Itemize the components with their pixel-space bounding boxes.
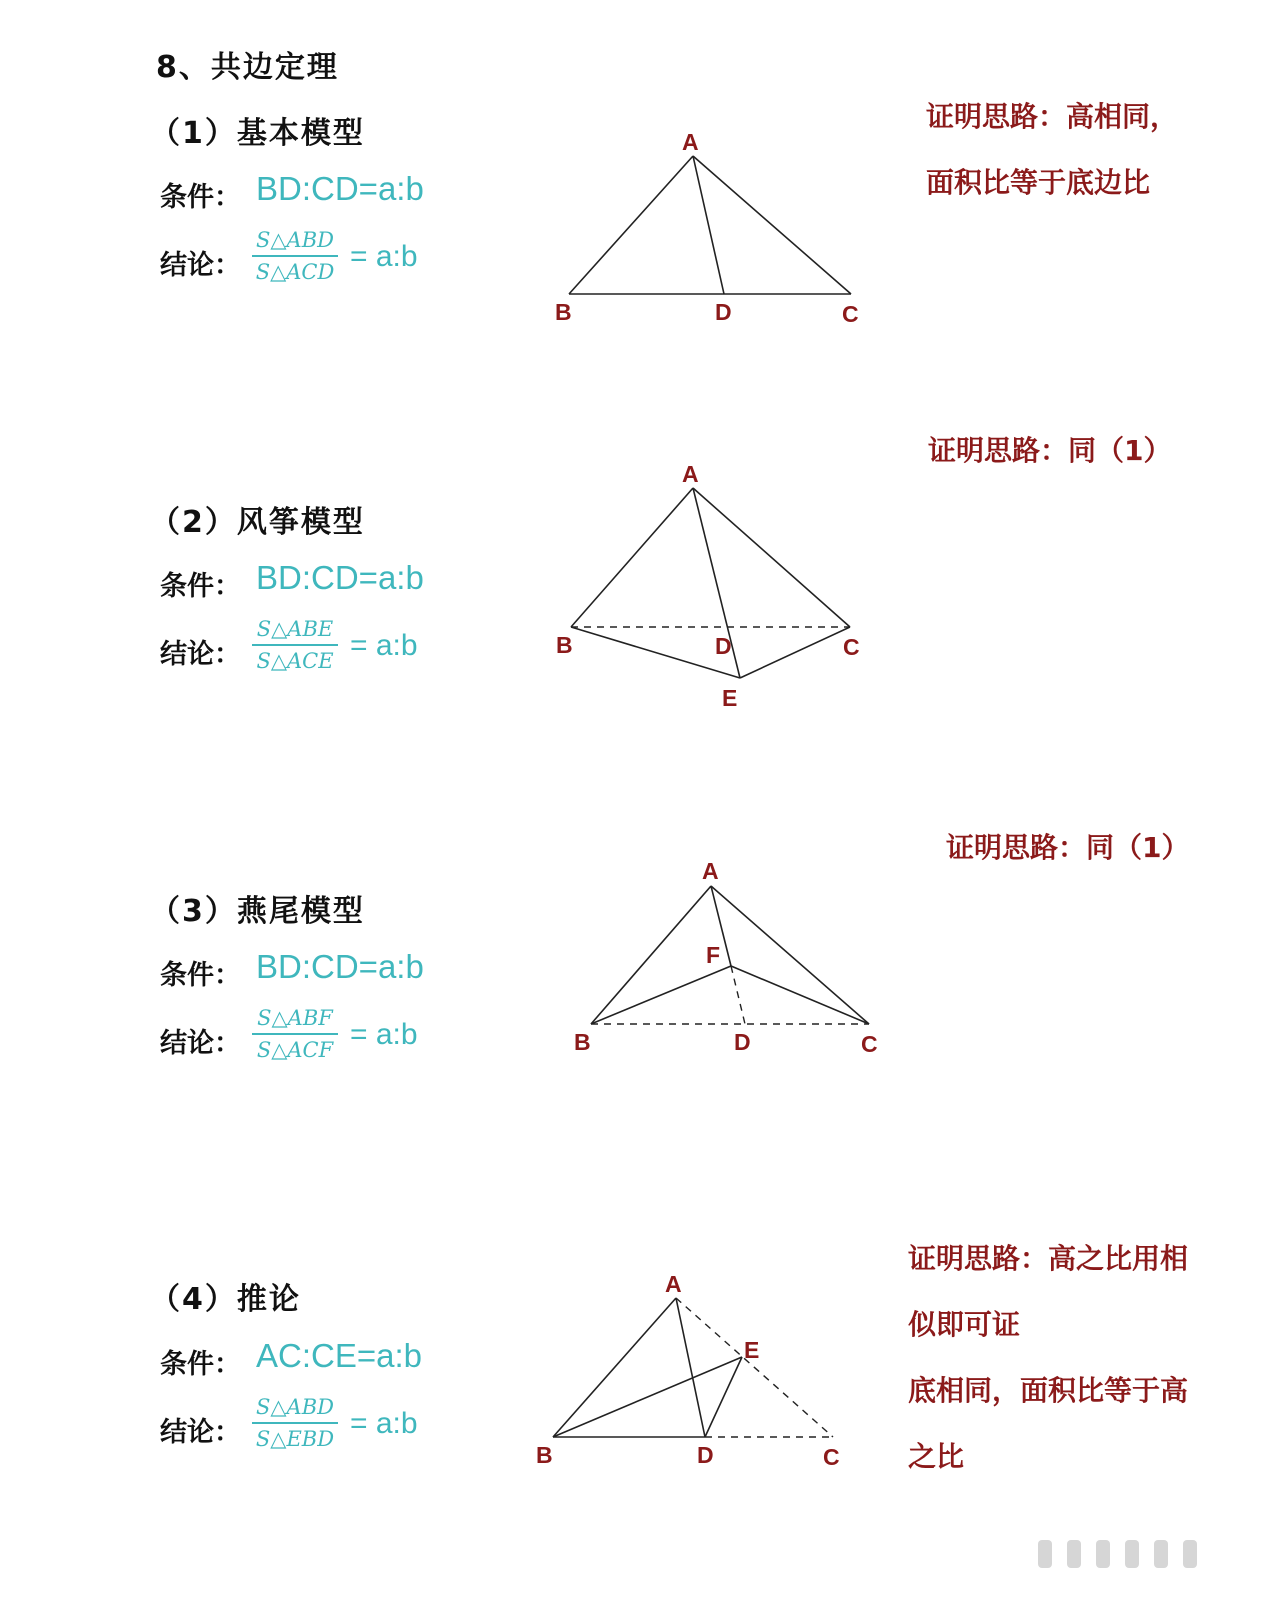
section-2-frac-numerator: S△ABE (256, 617, 334, 641)
point-label-C: C (861, 1031, 878, 1057)
section-4-conclusion-label: 结论： (160, 1417, 241, 1448)
segment-AB (571, 488, 693, 627)
point-label-C: C (842, 301, 859, 327)
watermark-bar (1183, 1540, 1197, 1568)
section-3-result: = a:b (350, 1018, 418, 1051)
section-3-heading: （3）燕尾模型 (150, 894, 365, 929)
section-4-condition-label: 条件： (160, 1349, 241, 1380)
section-4-frac-numerator: S△ABD (256, 1395, 334, 1419)
point-label-E: E (722, 685, 738, 711)
section-1-proof-line-1: 证明思路：高相同， (926, 100, 1179, 133)
point-label-A: A (665, 1271, 682, 1297)
watermark-bar (1067, 1540, 1081, 1568)
segment-AB (569, 156, 693, 294)
segment-CF (731, 966, 869, 1024)
segment-AC (693, 488, 850, 627)
section-4-heading: （4）推论 (150, 1282, 301, 1317)
section-1-result: = a:b (350, 240, 418, 273)
segment-BE (553, 1357, 742, 1437)
section-2-result: = a:b (350, 629, 418, 662)
diagram-kite-model (556, 461, 860, 711)
watermark-bar (1125, 1540, 1139, 1568)
segment-AD (693, 156, 724, 294)
segment-FD-dashed (731, 966, 745, 1024)
point-label-C: C (823, 1444, 840, 1470)
section-4-proof-line-4: 之比 (908, 1440, 965, 1473)
section-1-heading: （1）基本模型 (150, 116, 365, 151)
watermark-bar (1154, 1540, 1168, 1568)
segment-AC-dashed (676, 1298, 833, 1437)
point-label-D: D (734, 1029, 751, 1055)
section-1-condition-label: 条件： (160, 182, 241, 213)
point-label-B: B (574, 1029, 591, 1055)
section-2-proof-line-1: 证明思路：同（1） (928, 434, 1172, 467)
section-2-condition-label: 条件： (160, 571, 241, 602)
diagram-swallowtail-model (574, 858, 878, 1057)
segment-AB (591, 886, 711, 1024)
section-4-result: = a:b (350, 1407, 418, 1440)
segment-AD (676, 1298, 705, 1437)
section-3-proof-line-1: 证明思路：同（1） (946, 831, 1190, 864)
point-label-D: D (697, 1442, 714, 1468)
point-label-F: F (706, 942, 721, 968)
segment-DE (705, 1357, 742, 1437)
point-label-B: B (555, 299, 572, 325)
section-1-condition-value: BD:CD=a:b (256, 170, 424, 207)
section-3-condition-label: 条件： (160, 960, 241, 991)
segment-BF (591, 966, 731, 1024)
section-4-condition-value: AC:CE=a:b (256, 1337, 422, 1374)
section-3-frac-denominator: S△ACF (256, 1038, 334, 1062)
section-1-frac-denominator: S△ACD (255, 260, 335, 284)
page-title: 8、共边定理 (156, 50, 339, 85)
section-4-proof-line-3: 底相同，面积比等于高 (908, 1374, 1189, 1407)
section-2-frac-denominator: S△ACE (256, 649, 334, 673)
segment-AC (711, 886, 869, 1024)
point-label-E: E (744, 1337, 760, 1363)
section-3-frac-numerator: S△ABF (257, 1006, 333, 1030)
point-label-B: B (536, 1442, 553, 1468)
segment-AB (553, 1298, 676, 1437)
section-4-frac-denominator: S△EBD (255, 1427, 335, 1451)
section-4-proof-line-2: 似即可证 (908, 1308, 1021, 1341)
point-label-D: D (715, 633, 732, 659)
diagram-corollary (536, 1271, 840, 1470)
point-label-D: D (715, 299, 732, 325)
segment-CE (740, 627, 850, 678)
section-2-condition-value: BD:CD=a:b (256, 559, 424, 596)
watermark-bars (1038, 1540, 1258, 1580)
point-label-A: A (702, 858, 719, 884)
section-2-heading: （2）风筝模型 (150, 505, 365, 540)
watermark-bar (1038, 1540, 1052, 1568)
section-3-condition-value: BD:CD=a:b (256, 948, 424, 985)
watermark-bar (1096, 1540, 1110, 1568)
diagram-basic-model (555, 129, 859, 327)
point-label-B: B (556, 632, 573, 658)
section-1-proof-line-2: 面积比等于底边比 (926, 166, 1151, 199)
point-label-C: C (843, 634, 860, 660)
section-4-proof-line-1: 证明思路：高之比用相 (908, 1242, 1189, 1275)
point-label-A: A (682, 461, 699, 487)
segment-AC (693, 156, 851, 294)
section-3-conclusion-label: 结论： (160, 1028, 241, 1059)
section-2-conclusion-label: 结论： (160, 639, 241, 670)
point-label-A: A (682, 129, 699, 155)
section-1-conclusion-label: 结论： (160, 250, 241, 281)
section-1-frac-numerator: S△ABD (256, 228, 334, 252)
